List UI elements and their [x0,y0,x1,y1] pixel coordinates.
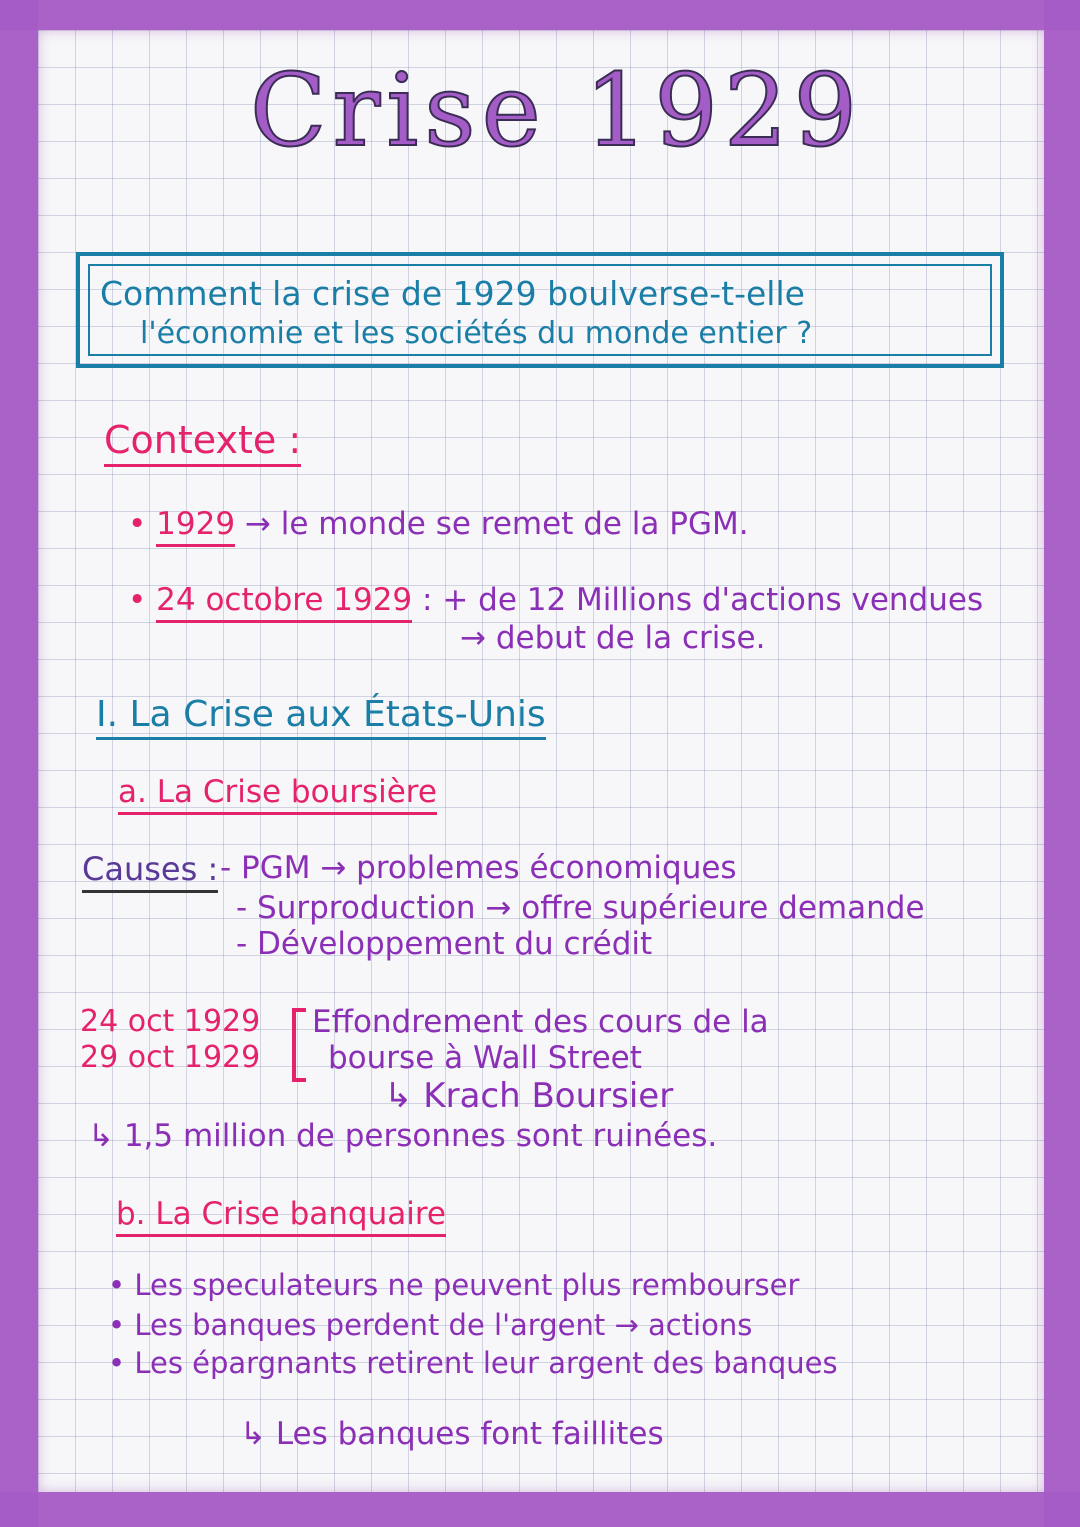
bullet: • [128,506,147,542]
bank-item-2: • Les banques perdent de l'argent → actions [108,1308,753,1342]
bank-item-1: • Les speculateurs ne peuvent plus rembourser [108,1268,800,1302]
question-line-1: Comment la crise de 1929 boulverse-t-elle [100,274,805,313]
contexte-date-2: 24 octobre 1929 [156,582,412,623]
contexte-text-2: : + de 12 Millions d'actions vendues [422,582,984,618]
frame-bottom [0,1492,1080,1527]
contexte-text-1: → le monde se remet de la PGM. [244,506,749,542]
page-title: Crise 1929 [250,52,864,169]
bank-item-3: • Les épargnants retirent leur argent des banques [108,1346,838,1380]
bullet: • [128,582,147,618]
event-line-1: Effondrement des cours de la [312,1004,769,1040]
contexte-date-1: 1929 [156,506,235,547]
contexte-heading: Contexte : [104,418,301,467]
frame-top [0,0,1080,30]
bank-result: ↳ Les banques font faillites [240,1416,664,1452]
frame-left [0,0,38,1527]
subsection-b-heading: b. La Crise banquaire [116,1196,446,1237]
contexte-text-2b: → debut de la crise. [460,620,766,656]
cause-2: - Surproduction → offre supérieure demande [236,890,925,926]
date-2: 29 oct 1929 [80,1040,261,1075]
subsection-a-heading: a. La Crise boursière [118,774,437,815]
krach-boursier: ↳ Krach Boursier [384,1076,674,1116]
cause-1: - PGM → problemes économiques [220,850,737,886]
event-line-2: bourse à Wall Street [328,1040,642,1076]
date-bracket [292,1008,306,1082]
section1-heading: I. La Crise aux États-Unis [96,694,546,740]
contexte-item-2 [128,582,983,618]
causes-label: Causes : [82,850,218,893]
contexte-item-1 [128,506,749,542]
date-1: 24 oct 1929 [80,1004,261,1039]
consequence: ↳ 1,5 million de personnes sont ruinées. [88,1118,718,1154]
frame-right [1044,0,1080,1527]
cause-3: - Développement du crédit [236,926,653,962]
question-line-2: l'économie et les sociétés du monde entier ? [140,316,813,351]
